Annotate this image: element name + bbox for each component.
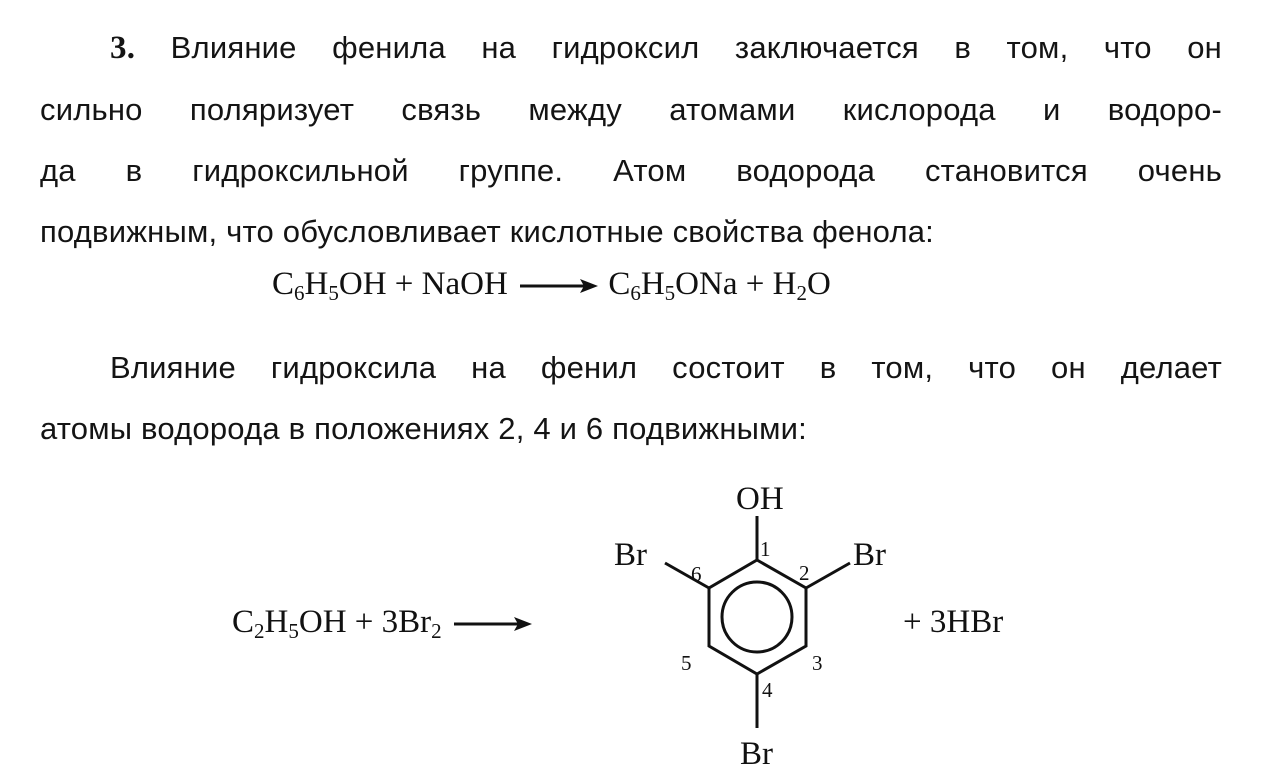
group-br-left: Br: [614, 537, 647, 573]
product-phenolate-c-sub: 6: [630, 281, 641, 305]
position-label: 2: [799, 561, 810, 585]
reactant-phenol-rest: OH: [338, 266, 387, 302]
position-label: 3: [812, 651, 823, 675]
product-phenolate-h-sub: 5: [664, 281, 676, 305]
product-water-h: H: [772, 266, 797, 302]
paragraph-1-line-2: сильно поляризует связь между атомами кислорода и водоро-: [40, 92, 1222, 127]
product-hbr: 3HBr: [929, 604, 1004, 640]
paragraph-1-line-3: да в гидроксильной группе. Атом водорода становится очень: [40, 153, 1222, 188]
group-oh: OH: [736, 481, 784, 517]
reactant-ethanol-c: C: [232, 604, 255, 640]
aromatic-circle-icon: [722, 582, 792, 652]
plus-sign: +: [745, 266, 765, 302]
position-label: 1: [760, 537, 771, 561]
reactant-ethanol-h: H: [264, 604, 289, 640]
reactant-phenol-h: H: [304, 266, 329, 302]
reactant-ethanol-rest: OH: [298, 604, 347, 640]
product-water-rest: O: [806, 266, 831, 302]
product-phenolate-h: H: [640, 266, 665, 302]
paragraph-1-line-1-text: Влияние фенила на гидроксил заключается в том, что он: [170, 30, 1222, 65]
product-water-h-sub: 2: [796, 281, 807, 305]
item-number: 3.: [110, 30, 136, 66]
bond-br-left: [665, 563, 709, 588]
position-label: 6: [691, 562, 702, 586]
reactant-ethanol-c-sub: 2: [254, 619, 265, 643]
plus-sign: +: [354, 604, 374, 640]
product-phenolate-c: C: [608, 266, 631, 302]
reactant-phenol-c: C: [272, 266, 295, 302]
benzene-ring: [665, 516, 850, 728]
plus-sign: +: [394, 266, 414, 302]
plus-sign: +: [903, 604, 922, 640]
paragraph-2-line-1: Влияние гидроксила на фенил состоит в том, что он делает: [110, 350, 1222, 385]
group-br-right: Br: [853, 537, 886, 573]
bond-br-right: [806, 563, 850, 588]
position-label: 4: [762, 678, 773, 702]
reactant-bromine-text: 3Br: [381, 604, 432, 640]
reactant-ethanol-h-sub: 5: [288, 619, 299, 643]
reactant-phenol-h-sub: 5: [328, 281, 339, 305]
group-br-bottom: Br: [740, 736, 773, 772]
reactant-phenol-c-sub: 6: [294, 281, 305, 305]
paragraph-2-line-2: атомы водорода в положениях 2, 4 и 6 подвижными:: [40, 411, 807, 446]
product-phenolate-rest: ONa: [675, 266, 738, 302]
reactant-bromine-sub: 2: [431, 619, 442, 643]
paragraph-1-line-4: подвижным, что обусловливает кислотные свойства фенола:: [40, 214, 934, 249]
position-label: 5: [681, 651, 692, 675]
reactant-naoh: NaOH: [421, 266, 508, 302]
